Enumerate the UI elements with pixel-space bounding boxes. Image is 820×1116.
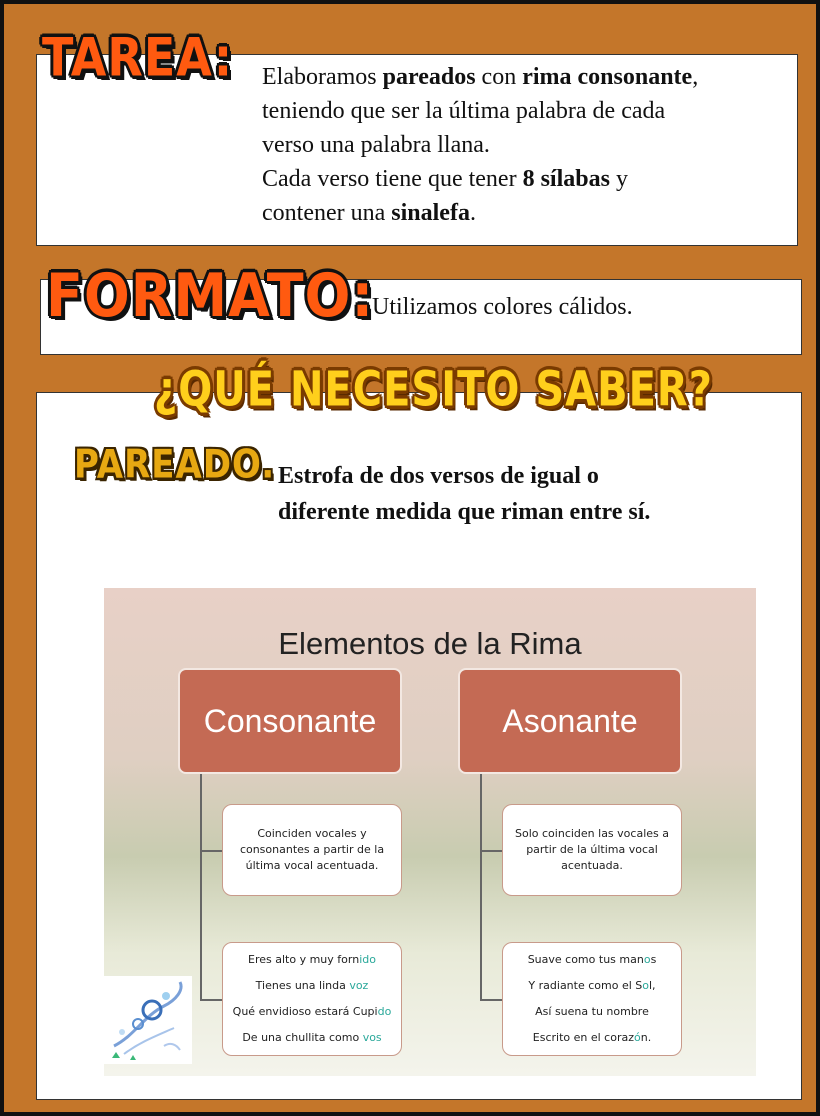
asonante-example [502, 942, 682, 1056]
rima-diagram [104, 588, 756, 1076]
saber-heading: ¿QUÉ NECESITO SABER? [154, 362, 713, 418]
consonante-definition: Coinciden vocales y consonantes a partir de la última vocal acentuada. [222, 804, 402, 896]
asonante-connector [480, 774, 482, 1000]
verse: Qué envidioso estará Cupido [232, 1005, 392, 1018]
consonante-connector [200, 774, 202, 1000]
asonante-branch-1 [480, 850, 502, 852]
tarea-text [262, 60, 802, 230]
rima-title: Elementos de la Rima [278, 626, 582, 661]
pareado-line-2: diferente medida que riman entre sí. [278, 499, 651, 525]
verse: Escrito en el corazón. [532, 1031, 652, 1044]
tarea-line-2: teniendo que ser la última palabra de cada [262, 98, 666, 124]
tarea-line-4: Cada verso tiene que tener 8 sílabas y [262, 166, 628, 192]
consonante-branch-1 [200, 850, 222, 852]
asonante-branch-2 [480, 999, 502, 1001]
verse: Tienes una linda voz [255, 979, 369, 992]
consonante-box [178, 668, 402, 774]
verse: Suave como tus manos [527, 953, 657, 966]
asonante-definition: Solo coinciden las vocales a partir de la última vocal acentuada. [502, 804, 682, 896]
swirl-decoration-icon [104, 976, 192, 1064]
verse: De una chullita como vos [242, 1031, 382, 1044]
consonante-example [222, 942, 402, 1056]
consonante-label: Consonante [203, 702, 377, 739]
verse: Y radiante como el Sol, [528, 979, 656, 992]
formato-text: Utilizamos colores cálidos. [372, 294, 633, 320]
pareado-heading: PAREADO. [74, 442, 276, 488]
pareado-line-1: Estrofa de dos versos de igual o [278, 463, 599, 489]
asonante-label: Asonante [502, 702, 638, 739]
tarea-line-3: verso una palabra llana. [262, 132, 490, 158]
consonante-branch-2 [200, 999, 222, 1001]
asonante-box [458, 668, 682, 774]
verse: Así suena tu nombre [535, 1005, 649, 1018]
pareado-definition [278, 458, 758, 530]
tarea-heading: TAREA: [42, 25, 234, 89]
tarea-line-5: contener una sinalefa. [262, 200, 476, 226]
tarea-line-1: Elaboramos pareados con rima consonante, [262, 64, 699, 90]
formato-heading: FORMATO: [46, 260, 375, 331]
verse: Eres alto y muy fornido [248, 953, 376, 966]
